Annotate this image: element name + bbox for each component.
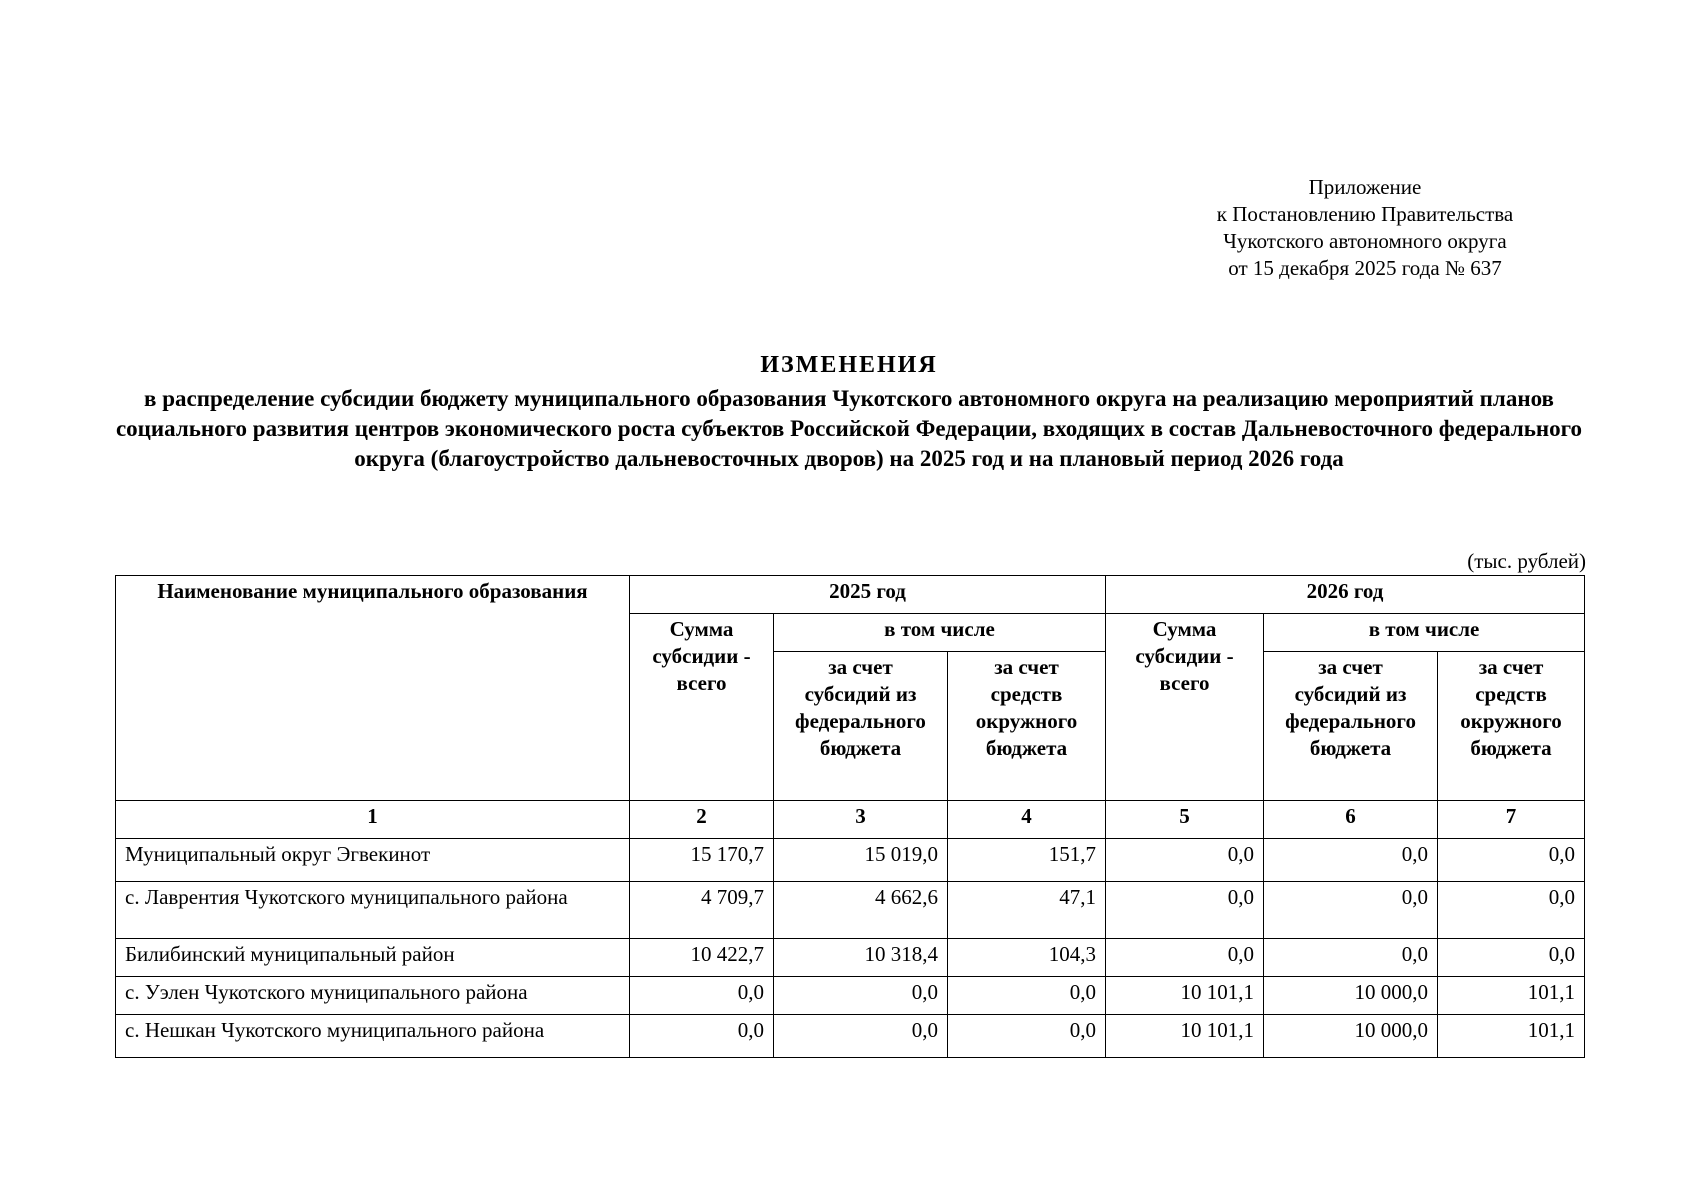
cell-federal-2025: 10 318,4 [774,939,948,977]
column-number: 7 [1438,801,1585,839]
table-row [116,839,1585,882]
cell-total-2026: 0,0 [1106,839,1264,882]
header-name-column: Наименование муниципального образования [116,576,630,801]
cell-total-2025: 4 709,7 [630,882,774,939]
header-total-2026: Сумма субсидии - всего [1106,614,1264,801]
column-number-row [116,801,1585,839]
header-district-2026: за счет средств окружного бюджета [1438,652,1585,801]
header-federal-2025: за счет субсидий из федерального бюджета [774,652,948,801]
cell-total-2025: 0,0 [630,1015,774,1058]
municipality-name: с. Лаврентия Чукотского муниципального района [116,882,630,939]
document-subtitle: в распределение субсидии бюджету муниципального образования Чукотского автономного округа на реализацию мероприятий планов социального развития центров экономического роста субъектов Российской Федерации, входящих в состав Дальневосточного федерального округа (благоустройство дальневосточных дворов) на 2025 год и на плановый период 2026 года [115,386,1583,471]
appendix-line: от 15 декабря 2025 года № 637 [1228,256,1502,280]
cell-federal-2026: 10 000,0 [1264,1015,1438,1058]
cell-federal-2025: 4 662,6 [774,882,948,939]
table-row [116,939,1585,977]
cell-district-2026: 101,1 [1438,1015,1585,1058]
cell-federal-2026: 10 000,0 [1264,977,1438,1015]
cell-district-2025: 0,0 [948,977,1106,1015]
appendix-block [1180,174,1550,282]
header-federal-2026: за счет субсидий из федерального бюджета [1264,652,1438,801]
cell-total-2026: 0,0 [1106,882,1264,939]
cell-total-2025: 0,0 [630,977,774,1015]
cell-federal-2026: 0,0 [1264,882,1438,939]
cell-federal-2025: 15 019,0 [774,839,948,882]
cell-district-2025: 104,3 [948,939,1106,977]
column-number: 4 [948,801,1106,839]
cell-federal-2025: 0,0 [774,977,948,1015]
header-including-2025: в том числе [774,614,1106,652]
header-row [116,576,1585,614]
column-number: 1 [116,801,630,839]
cell-district-2025: 151,7 [948,839,1106,882]
cell-district-2025: 47,1 [948,882,1106,939]
cell-district-2026: 0,0 [1438,939,1585,977]
cell-total-2026: 0,0 [1106,939,1264,977]
header-year-2025: 2025 год [630,576,1106,614]
municipality-name: с. Уэлен Чукотского муниципального района [116,977,630,1015]
cell-total-2025: 10 422,7 [630,939,774,977]
cell-total-2026: 10 101,1 [1106,977,1264,1015]
table-row [116,882,1585,939]
column-number: 2 [630,801,774,839]
table-row [116,977,1585,1015]
cell-district-2026: 101,1 [1438,977,1585,1015]
appendix-line: к Постановлению Правительства [1216,202,1514,226]
municipality-name: с. Нешкан Чукотского муниципального района [116,1015,630,1058]
header-year-2026: 2026 год [1106,576,1585,614]
header-including-2026: в том числе [1264,614,1585,652]
document-title: ИЗМЕНЕНИЯ [760,352,938,378]
column-number: 3 [774,801,948,839]
cell-district-2026: 0,0 [1438,839,1585,882]
cell-total-2025: 15 170,7 [630,839,774,882]
appendix-line: Приложение [1308,175,1422,199]
header-district-2025: за счет средств окружного бюджета [948,652,1106,801]
municipality-name: Муниципальный округ Эгвекинот [116,839,630,882]
cell-federal-2026: 0,0 [1264,839,1438,882]
column-number: 5 [1106,801,1264,839]
units-label: (тыс. рублей) [1467,549,1586,573]
cell-federal-2026: 0,0 [1264,939,1438,977]
column-number: 6 [1264,801,1438,839]
header-total-2025: Сумма субсидии - всего [630,614,774,801]
cell-district-2026: 0,0 [1438,882,1585,939]
table-row [116,1015,1585,1058]
distribution-table [115,575,1585,1058]
cell-federal-2025: 0,0 [774,1015,948,1058]
municipality-name: Билибинский муниципальный район [116,939,630,977]
cell-total-2026: 10 101,1 [1106,1015,1264,1058]
cell-district-2025: 0,0 [948,1015,1106,1058]
appendix-line: Чукотского автономного округа [1223,229,1507,253]
